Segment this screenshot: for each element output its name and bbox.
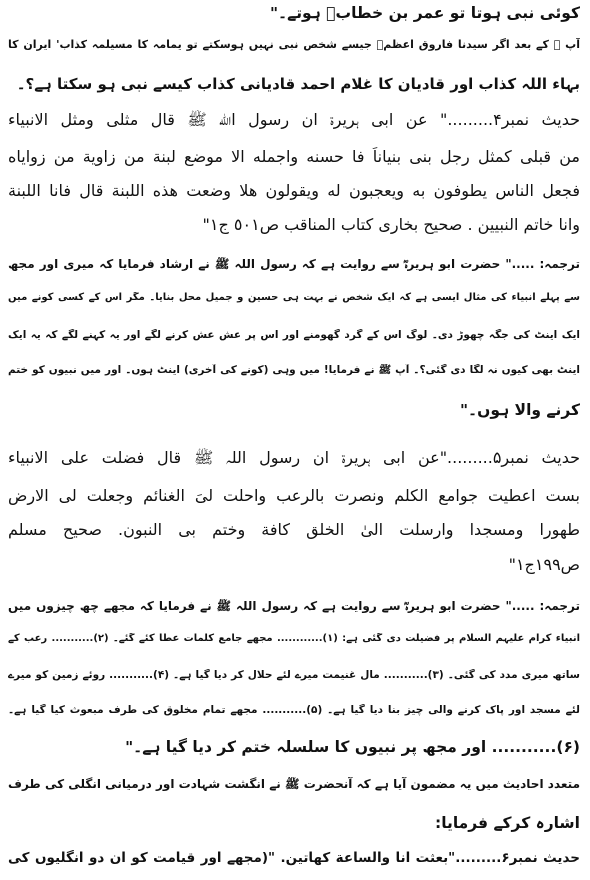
hadith-4-line-1: حدیث نمبر۴........." عن ابی ہریرۃ ان رسول اﷲ ﷺ قال مثلی ومثل الانبیاء xyxy=(8,110,580,129)
translation-4-line-2: سے پہلے انبیاء کی مثال ایسی ہے کہ ایک شخص نے بہت ہی حسین و جمیل محل بنایا۔ مگر اس کے کسی کونے میں xyxy=(8,292,580,303)
hadith-5-line-3: طهورا ومسجدا وارسلت الیٰ الخلق كافة وختم بی النبون. صحيح مسلم xyxy=(8,520,580,539)
translation-5-line-4: لئے مسجد اور پاک کرنے والی چیز بنا دیا گیا ہے۔ (۵)........... مجھے تمام مخلوق کی طرف مبعوث کیا گیا ہے۔ xyxy=(8,704,580,716)
text-line-22: متعدد احادیث میں یہ مضمون آیا ہے کہ آنحضرت ﷺ نے انگشت شہادت اور درمیانی انگلی کی طرف xyxy=(8,777,580,791)
hadith-4-line-3: فجعل الناس يطوفون به ويعجبون له ويقولون هلا وضعت هذه اللبنة قال فانا اللبنة xyxy=(8,181,580,200)
text-line-1: کوئی نبی ہوتا تو عمر بن خطابؓ ہوتے۔" xyxy=(269,4,580,22)
translation-4-line-3: ایک اینٹ کی جگہ چھوڑ دی۔ لوگ اس کے گرد گھومنے اور اس پر عش عش کرنے لگے اور یہ کہنے لگے کہ یہ ایک xyxy=(8,329,580,341)
translation-5-line-2: انبیاء کرام علیہم السلام پر فضیلت دی گئی ہے: (۱)............ مجھے جامع کلمات عطا کئے گئے۔ (۲)........... رعب کے xyxy=(8,633,580,644)
text-line-2: آپ ﷺ کے بعد اگر سیدنا فاروق اعظمؓ جیسے شخص نبی نہیں ہوسکتے تو یمامہ کا مسیلمہ کذاب' ایران کا xyxy=(8,38,580,51)
hadith-5-line-4: ص١٩٩ج١" xyxy=(508,555,580,574)
translation-5-line-3: ساتھ میری مدد کی گئی۔ (۳)........... مال غنیمت میرے لئے حلال کر دیا گیا ہے۔ (۴)........... روئے زمین کو میرے xyxy=(8,669,580,681)
translation-4-line-4: اینٹ بھی کیوں نہ لگا دی گئی؟۔ آپ ﷺ نے فرمایا! میں وہی (کونے کی آخری) اینٹ ہوں۔ اور میں نبیوں کو ختم xyxy=(8,364,580,376)
text-line-3: بہاء اللہ کذاب اور قادیان کا غلام احمد قادیانی کذاب کیسے نبی ہو سکتا ہے؟۔ xyxy=(16,75,580,93)
hadith-4-line-4: وانا خاتم النبيين . صحيح بخاری کتاب المناقب ص٥٠١ ج١" xyxy=(202,215,580,234)
hadith-5-line-1: حدیث نمبر۵........."عن ابی ہریرۃ ان رسول اللہ ﷺ قال فضلت علی الانبیاء xyxy=(8,448,580,467)
text-line-23: اشارہ کرکے فرمایا: xyxy=(435,814,580,832)
translation-4-line-5: کرنے والا ہوں۔" xyxy=(459,401,580,419)
hadith-5-line-2: بست اعطيت جوامع الكلم ونصرت بالرعب واحلت لیَ الغنائم وجعلت لی الارض xyxy=(8,486,580,505)
translation-5-line-5: (۶)........... اور مجھ پر نبیوں کا سلسلہ ختم کر دیا گیا ہے۔" xyxy=(125,738,580,756)
translation-4-line-1: ترجمہ: ....." حضرت ابو ہریرہؓ سے روایت ہے کہ رسول اللہ ﷺ نے ارشاد فرمایا کہ میری اور مجھ xyxy=(8,257,580,271)
translation-5-line-1: ترجمہ: ....." حضرت ابو ہریرہؓ سے روایت ہے کہ رسول اللہ ﷺ نے فرمایا کہ مجھے چھ چیزوں میں xyxy=(8,599,580,613)
hadith-6-line-1: حدیث نمبر۶........."بعثت انا والساعة كهاتين. "(مجھے اور قیامت کو ان دو انگلیوں کی xyxy=(8,850,580,866)
hadith-4-line-2: من قبلی کمثل رجل بنی بنیاناً فا حسنه واجمله الا موضع لبنة من زاوية من زواياه xyxy=(8,147,580,166)
